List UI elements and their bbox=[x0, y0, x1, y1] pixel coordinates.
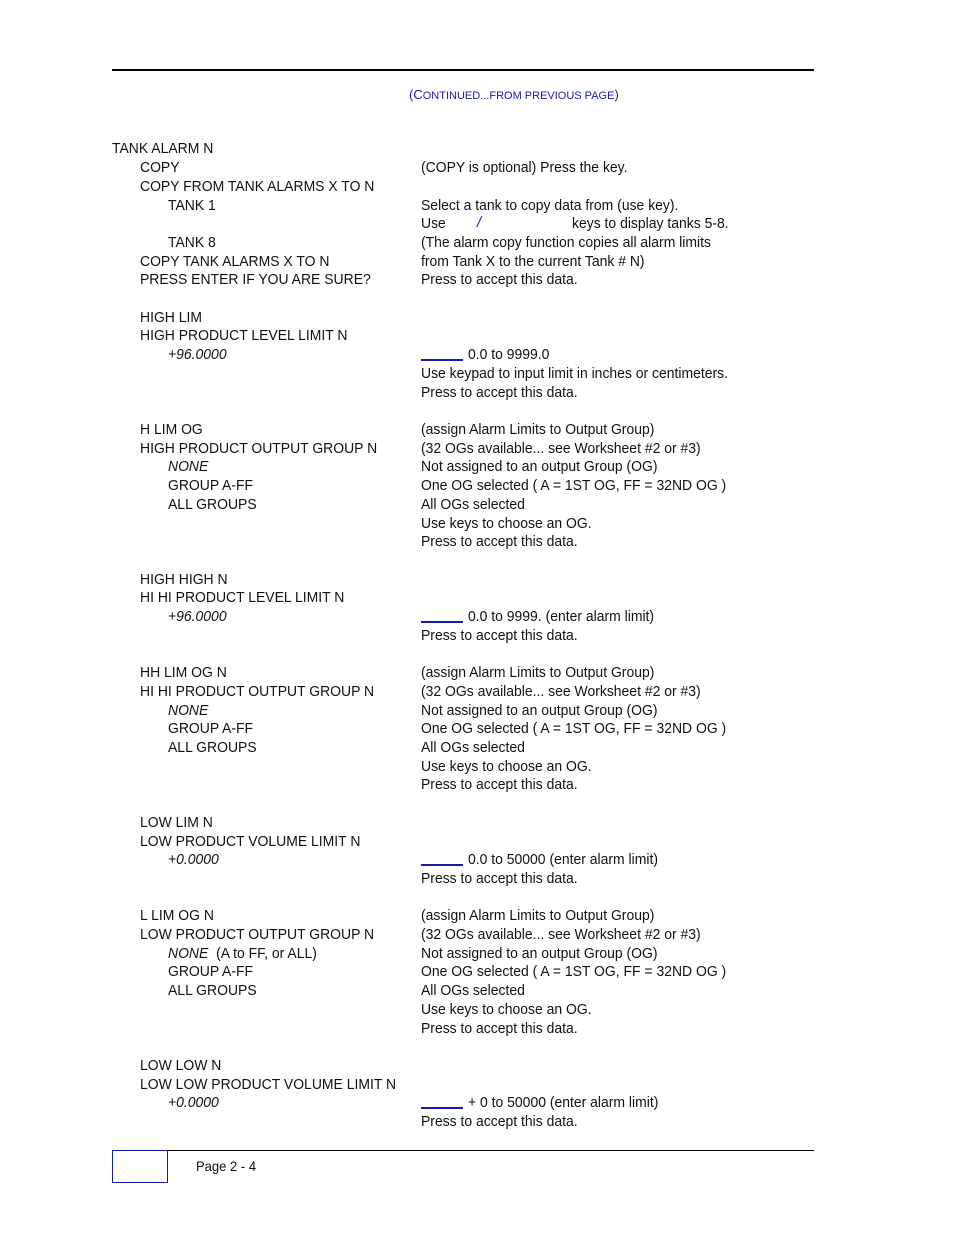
desc-use-keys: Use keys to choose an OG. bbox=[421, 1001, 592, 1018]
option-none: NONE bbox=[168, 458, 209, 475]
desc-all-ogs: All OGs selected bbox=[421, 496, 525, 513]
desc-assign-og: (assign Alarm Limits to Output Group) bbox=[421, 907, 655, 924]
menu-hi-hi-output: HI HI PRODUCT OUTPUT GROUP N bbox=[140, 683, 375, 700]
desc-not-assigned: Not assigned to an output Group (OG) bbox=[421, 702, 658, 719]
desc-press-accept: Press to accept this data. bbox=[421, 870, 578, 887]
desc-from-tank: from Tank X to the current Tank # N) bbox=[421, 253, 645, 270]
bottom-rule bbox=[112, 1150, 814, 1151]
slash-separator: / bbox=[477, 214, 482, 231]
desc-press-accept: Press to accept this data. bbox=[421, 384, 578, 401]
desc-not-assigned: Not assigned to an output Group (OG) bbox=[421, 945, 658, 962]
value-high-limit: +96.0000 bbox=[168, 346, 227, 363]
menu-hi-hi-level: HI HI PRODUCT LEVEL LIMIT N bbox=[140, 589, 345, 606]
menu-l-lim-og: L LIM OG N bbox=[140, 907, 214, 924]
menu-high-high: HIGH HIGH N bbox=[140, 571, 228, 588]
desc-assign-og: (assign Alarm Limits to Output Group) bbox=[421, 664, 655, 681]
menu-copy-from: COPY FROM TANK ALARMS X TO N bbox=[140, 178, 375, 195]
option-group: GROUP A-FF bbox=[168, 963, 254, 980]
menu-low-product-volume: LOW PRODUCT VOLUME LIMIT N bbox=[140, 833, 361, 850]
option-none-row bbox=[168, 944, 317, 963]
desc-ogs-available: (32 OGs available... see Worksheet #2 or #3) bbox=[421, 440, 701, 457]
entry-underline bbox=[421, 359, 463, 361]
option-none: NONE bbox=[168, 945, 209, 962]
desc-use-keys: Use keys to choose an OG. bbox=[421, 515, 592, 532]
value-low-low-limit: +0.0000 bbox=[168, 1094, 219, 1111]
desc-press-accept: Press to accept this data. bbox=[421, 533, 578, 550]
menu-copy: COPY bbox=[140, 159, 180, 176]
desc-all-ogs: All OGs selected bbox=[421, 982, 525, 999]
desc-assign-og: (assign Alarm Limits to Output Group) bbox=[421, 421, 655, 438]
option-none: NONE bbox=[168, 702, 209, 719]
desc-copy-function: (The alarm copy function copies all alarm limits bbox=[421, 234, 711, 251]
desc-one-og: One OG selected ( A = 1ST OG, FF = 32ND OG ) bbox=[421, 963, 727, 980]
desc-press-accept: Press to accept this data. bbox=[421, 271, 578, 288]
desc-not-assigned: Not assigned to an output Group (OG) bbox=[421, 458, 658, 475]
option-all-groups: ALL GROUPS bbox=[168, 982, 257, 999]
menu-tank-alarm: TANK ALARM N bbox=[112, 140, 214, 157]
menu-high-product-output: HIGH PRODUCT OUTPUT GROUP N bbox=[140, 440, 378, 457]
desc-ogs-available: (32 OGs available... see Worksheet #2 or #3) bbox=[421, 926, 701, 943]
entry-underline bbox=[421, 621, 463, 623]
menu-h-lim-og: H LIM OG bbox=[140, 421, 203, 438]
top-rule bbox=[112, 69, 814, 71]
option-group: GROUP A-FF bbox=[168, 477, 254, 494]
option-all-groups: ALL GROUPS bbox=[168, 739, 257, 756]
menu-low-lim: LOW LIM N bbox=[140, 814, 213, 831]
page-number: Page 2 - 4 bbox=[196, 1158, 257, 1174]
desc-range: + 0 to 50000 (enter alarm limit) bbox=[468, 1094, 659, 1111]
desc-copy-optional: (COPY is optional) Press the key. bbox=[421, 159, 628, 176]
menu-tank-8: TANK 8 bbox=[168, 234, 216, 251]
desc-use-keypad: Use keypad to input limit in inches or centimeters. bbox=[421, 365, 729, 382]
desc-all-ogs: All OGs selected bbox=[421, 739, 525, 756]
option-range-note: (A to FF, or ALL) bbox=[216, 945, 317, 962]
value-hi-hi-limit: +96.0000 bbox=[168, 608, 227, 625]
entry-underline bbox=[421, 864, 463, 866]
desc-press-accept: Press to accept this data. bbox=[421, 776, 578, 793]
menu-low-product-output: LOW PRODUCT OUTPUT GROUP N bbox=[140, 926, 375, 943]
option-all-groups: ALL GROUPS bbox=[168, 496, 257, 513]
desc-use: Use bbox=[421, 215, 446, 232]
desc-one-og: One OG selected ( A = 1ST OG, FF = 32ND OG ) bbox=[421, 720, 727, 737]
menu-high-lim: HIGH LIM bbox=[140, 309, 203, 326]
menu-tank-1: TANK 1 bbox=[168, 197, 216, 214]
desc-select-tank: Select a tank to copy data from (use key). bbox=[421, 197, 679, 214]
desc-range: 0.0 to 50000 (enter alarm limit) bbox=[468, 851, 658, 868]
value-low-limit: +0.0000 bbox=[168, 851, 219, 868]
menu-low-low-volume: LOW LOW PRODUCT VOLUME LIMIT N bbox=[140, 1076, 397, 1093]
continued-header: (CONTINUED...FROM PREVIOUS PAGE) bbox=[409, 87, 619, 102]
desc-press-accept: Press to accept this data. bbox=[421, 1113, 578, 1130]
menu-press-enter: PRESS ENTER IF YOU ARE SURE? bbox=[140, 271, 371, 288]
option-group: GROUP A-FF bbox=[168, 720, 254, 737]
menu-high-product-level: HIGH PRODUCT LEVEL LIMIT N bbox=[140, 327, 348, 344]
desc-use-keys: Use keys to choose an OG. bbox=[421, 758, 592, 775]
desc-range: 0.0 to 9999.0 bbox=[468, 346, 550, 363]
desc-one-og: One OG selected ( A = 1ST OG, FF = 32ND OG ) bbox=[421, 477, 727, 494]
menu-copy-tank-alarms: COPY TANK ALARMS X TO N bbox=[140, 253, 330, 270]
desc-ogs-available: (32 OGs available... see Worksheet #2 or #3) bbox=[421, 683, 701, 700]
desc-press-accept: Press to accept this data. bbox=[421, 627, 578, 644]
entry-underline bbox=[421, 1107, 463, 1109]
page-number-box bbox=[112, 1150, 168, 1183]
desc-press-accept: Press to accept this data. bbox=[421, 1020, 578, 1037]
desc-range: 0.0 to 9999. (enter alarm limit) bbox=[468, 608, 655, 625]
desc-keys-display: keys to display tanks 5-8. bbox=[572, 215, 729, 232]
menu-low-low: LOW LOW N bbox=[140, 1057, 222, 1074]
menu-hh-lim-og: HH LIM OG N bbox=[140, 664, 227, 681]
